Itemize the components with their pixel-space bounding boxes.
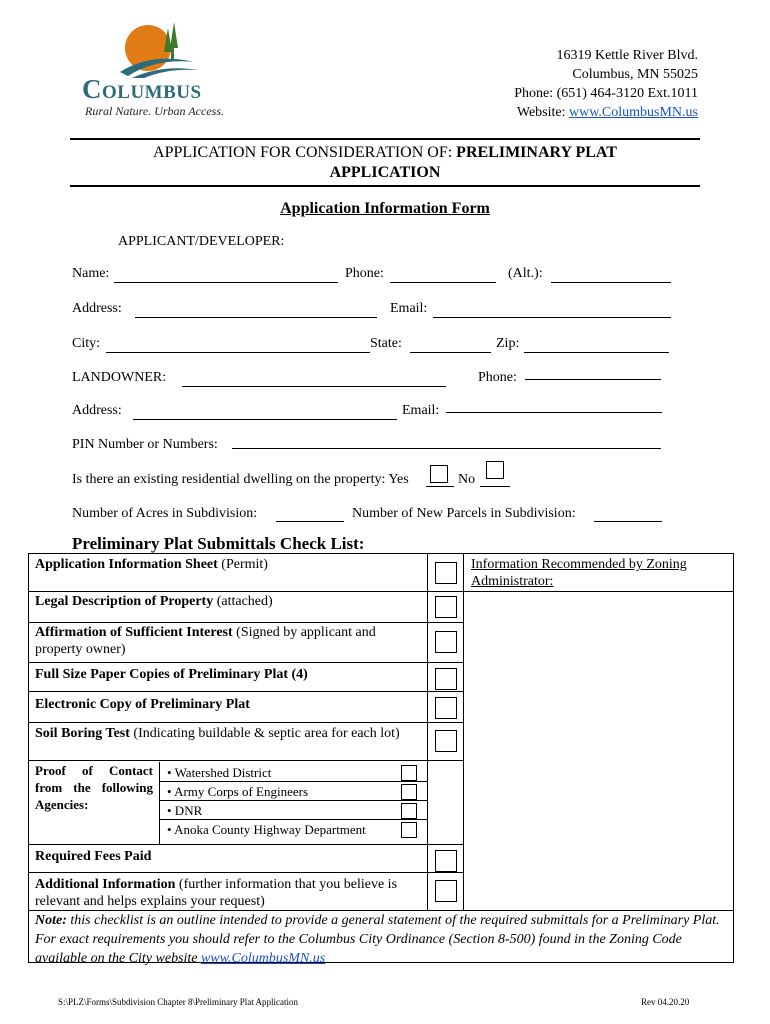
checklist-item-paper-copies <box>35 666 423 683</box>
street-address: 16319 Kettle River Blvd. <box>556 48 698 63</box>
row-line-2 <box>29 622 463 623</box>
zoning-admin-header: Information Recommended by Zoning Administrator: <box>471 557 687 589</box>
acres-field[interactable] <box>276 521 344 522</box>
checkbox-soil-boring[interactable] <box>435 730 457 752</box>
pin-label: PIN Number or Numbers: <box>72 437 218 452</box>
title-bold-line2: APPLICATION <box>329 164 441 181</box>
item-rest: (Indicating buildable & septic area for each lot) <box>129 726 400 741</box>
table-col-divider-1 <box>427 554 428 910</box>
landowner-email-field[interactable] <box>446 412 662 413</box>
divider-bottom <box>70 185 700 187</box>
website-line <box>514 103 698 122</box>
website-label: Website: <box>516 105 569 120</box>
checklist-item-fees <box>35 848 423 865</box>
parcels-label: Number of New Parcels in Subdivision: <box>352 506 576 521</box>
applicant-phone-label: Phone: <box>345 266 384 281</box>
agency-army-corps: • Army Corps of Engineers <box>167 784 309 799</box>
checkbox-agency-watershed[interactable] <box>401 765 417 781</box>
item-bold: Additional Information <box>35 877 176 892</box>
item-rest: (attached) <box>213 594 273 609</box>
footer-revision: Rev 04.20.20 <box>641 997 690 1007</box>
item-rest: (further information that you believe is relevant and helps explains your request) <box>35 877 398 909</box>
item-bold: Affirmation of Sufficient Interest <box>35 625 233 640</box>
item-bold: Legal Description of Property <box>35 594 214 609</box>
checkbox-legal-description[interactable] <box>435 596 457 618</box>
item-bold: Required Fees Paid <box>35 849 152 864</box>
row-line-7 <box>29 844 463 845</box>
landowner-label: LANDOWNER: <box>72 370 167 385</box>
landowner-email-label: Email: <box>402 403 440 418</box>
acres-label: Number of Acres in Subdivision: <box>72 506 258 521</box>
item-bold: Application Information Sheet <box>35 557 218 572</box>
logo-emblem-icon <box>82 18 242 78</box>
checklist-item-application-sheet <box>35 556 423 573</box>
applicant-address-field[interactable] <box>135 317 377 318</box>
item-bold: Full Size Paper Copies of Preliminary Plat (4) <box>35 667 308 682</box>
checkbox-fees[interactable] <box>435 850 457 872</box>
checklist-item-additional-info <box>35 876 423 910</box>
agency-line-3 <box>159 819 427 820</box>
dwelling-question: Is there an existing residential dwelling on the property: Yes <box>72 472 409 487</box>
agency-line-2 <box>159 800 427 801</box>
city-address-block <box>514 46 698 122</box>
logo-tagline: Rural Nature. Urban Access. <box>85 104 224 118</box>
applicant-email-label: Email: <box>390 301 428 316</box>
pin-field[interactable] <box>232 448 661 449</box>
city-state-zip: Columbus, MN 55025 <box>572 67 698 82</box>
checkbox-agency-army-corps[interactable] <box>401 784 417 800</box>
checklist-table <box>28 553 734 966</box>
form-subtitle: Application Information Form <box>280 200 490 217</box>
row-line-1 <box>29 591 463 592</box>
landowner-address-field[interactable] <box>133 419 397 420</box>
dwelling-yes-checkbox[interactable] <box>430 465 448 483</box>
checkbox-agency-anoka-county[interactable] <box>401 822 417 838</box>
checklist-title: Preliminary Plat Submittals Check List: <box>72 534 365 553</box>
dwelling-no-label: No <box>458 472 476 487</box>
applicant-alt-phone-field[interactable] <box>551 282 671 283</box>
applicant-state-label: State: <box>370 336 402 351</box>
item-bold: Soil Boring Test <box>35 726 130 741</box>
applicant-address-label: Address: <box>72 301 122 316</box>
page-title <box>70 143 700 183</box>
divider-top <box>70 138 700 140</box>
applicant-email-field[interactable] <box>433 317 671 318</box>
dwelling-yes-underline <box>426 486 454 487</box>
applicant-city-field[interactable] <box>106 352 370 353</box>
applicant-city-label: City: <box>72 336 101 351</box>
row-line-5 <box>29 722 463 723</box>
table-col-divider-2 <box>463 554 464 910</box>
side-header-line <box>463 591 733 592</box>
agency-dnr: • DNR <box>167 803 203 818</box>
applicant-heading: APPLICANT/DEVELOPER: <box>118 234 285 249</box>
title-bold-line1: PRELIMINARY PLAT <box>456 144 617 161</box>
dwelling-no-underline <box>480 486 510 487</box>
applicant-zip-label: Zip: <box>496 336 520 351</box>
checkbox-agency-dnr[interactable] <box>401 803 417 819</box>
applicant-state-field[interactable] <box>410 352 491 353</box>
item-bold: Electronic Copy of Preliminary Plat <box>35 697 250 712</box>
checklist-item-legal-description <box>35 593 423 610</box>
checklist-item-soil-boring <box>35 725 423 742</box>
row-line-8 <box>29 872 463 873</box>
checkbox-paper-copies[interactable] <box>435 668 457 690</box>
row-line-3 <box>29 662 463 663</box>
note-bold: Note: <box>35 913 67 928</box>
checkbox-electronic-copy[interactable] <box>435 697 457 719</box>
item-rest: (Permit) <box>217 557 268 572</box>
logo-wordmark: Columbus <box>82 74 202 104</box>
checkbox-application-sheet[interactable] <box>435 562 457 584</box>
applicant-name-field[interactable] <box>114 282 338 283</box>
applicant-name-label: Name: <box>72 266 110 281</box>
checkbox-affirmation[interactable] <box>435 631 457 653</box>
agency-anoka-county: • Anoka County Highway Department <box>167 822 366 837</box>
parcels-field[interactable] <box>594 521 662 522</box>
note-text: this checklist is an outline intended to provide a general statement of the required submittals for a Preliminary Plat. For exact requirements you should refer to the Columbus City Ordinance (Section 8-500) found in the Zoning Code available on the City website <box>35 913 720 966</box>
landowner-phone-field[interactable] <box>525 379 661 380</box>
footer-file-path: S:\PLZ\Forms\Subdivision Chapter 8\Preliminary Plat Application <box>58 997 298 1007</box>
proof-of-contact-label: Proof of Contact from the following Agencies: <box>35 763 153 812</box>
phone-number: Phone: (651) 464-3120 Ext.1011 <box>514 86 698 101</box>
checklist-note <box>35 911 729 968</box>
note-website-link[interactable]: www.ColumbusMN.us <box>201 951 326 966</box>
row-line-6 <box>29 760 463 761</box>
website-link[interactable]: www.ColumbusMN.us <box>569 105 698 120</box>
landowner-name-field[interactable] <box>182 386 446 387</box>
applicant-alt-phone-label: (Alt.): <box>508 266 543 281</box>
landowner-phone-label: Phone: <box>478 370 517 385</box>
applicant-zip-field[interactable] <box>524 352 669 353</box>
agency-line-1 <box>159 781 427 782</box>
checklist-item-affirmation <box>35 624 423 658</box>
item-rest: (Signed by applicant and property owner) <box>35 625 376 657</box>
row-line-4 <box>29 691 463 692</box>
applicant-phone-field[interactable] <box>390 282 496 283</box>
dwelling-no-checkbox[interactable] <box>486 461 504 479</box>
city-logo <box>82 18 242 118</box>
agency-left-line <box>159 762 160 844</box>
title-prefix: APPLICATION FOR CONSIDERATION OF: <box>153 144 457 161</box>
landowner-address-label: Address: <box>72 403 122 418</box>
checkbox-additional-info[interactable] <box>435 880 457 902</box>
agency-watershed: • Watershed District <box>167 765 272 780</box>
checklist-item-electronic-copy <box>35 696 423 713</box>
